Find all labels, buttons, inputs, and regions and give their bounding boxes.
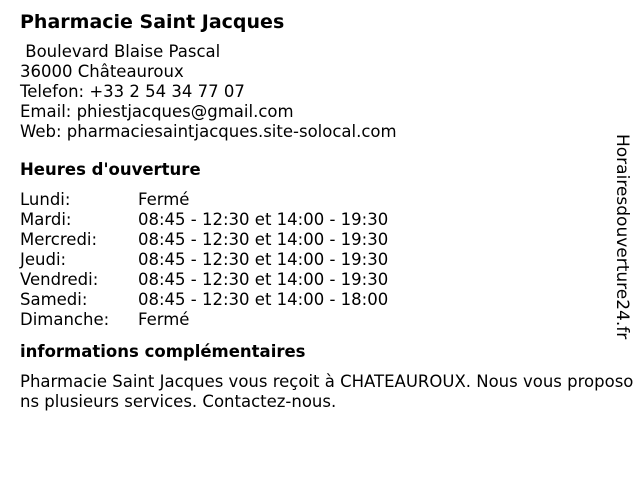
hours-title: Heures d'ouverture — [20, 160, 201, 179]
city-line: 36000 Châteauroux — [20, 62, 184, 81]
day-label: Jeudi: — [20, 250, 67, 269]
day-label: Mercredi: — [20, 230, 98, 249]
time-value: Fermé — [138, 190, 190, 209]
time-value: 08:45 - 12:30 et 14:00 - 19:30 — [138, 210, 389, 229]
hours-row-wednesday — [20, 230, 620, 250]
hours-row-friday — [20, 270, 620, 290]
hours-row-tuesday — [20, 210, 620, 230]
day-label: Vendredi: — [20, 270, 99, 289]
address-block — [20, 42, 620, 142]
time-value: 08:45 - 12:30 et 14:00 - 18:00 — [138, 290, 389, 309]
time-value: 08:45 - 12:30 et 14:00 - 19:30 — [138, 250, 389, 269]
time-value: 08:45 - 12:30 et 14:00 - 19:30 — [138, 270, 389, 289]
time-value: 08:45 - 12:30 et 14:00 - 19:30 — [138, 230, 389, 249]
site-brand-text: Horairesdouverture24.fr — [612, 134, 632, 340]
hours-row-monday — [20, 190, 620, 210]
time-value: Fermé — [138, 310, 190, 329]
info-text: Pharmacie Saint Jacques vous reçoit à CHATEAUROUX. Nous vous proposons plusieurs services. Contactez-nous. — [20, 372, 634, 411]
street-line: Boulevard Blaise Pascal — [20, 42, 221, 61]
web-line: Web: pharmaciesaintjacques.site-solocal.com — [20, 122, 397, 141]
email-line: Email: phiestjacques@gmail.com — [20, 102, 294, 121]
day-label: Lundi: — [20, 190, 71, 209]
info-title: informations complémentaires — [20, 342, 306, 361]
phone-line: Telefon: +33 2 54 34 77 07 — [20, 82, 245, 101]
day-label: Samedi: — [20, 290, 88, 309]
hours-row-thursday — [20, 250, 620, 270]
hours-row-sunday — [20, 310, 620, 330]
pharmacy-name: Pharmacie Saint Jacques — [20, 11, 285, 33]
hours-table — [20, 190, 620, 330]
day-label: Dimanche: — [20, 310, 110, 329]
hours-row-saturday — [20, 290, 620, 310]
day-label: Mardi: — [20, 210, 72, 229]
